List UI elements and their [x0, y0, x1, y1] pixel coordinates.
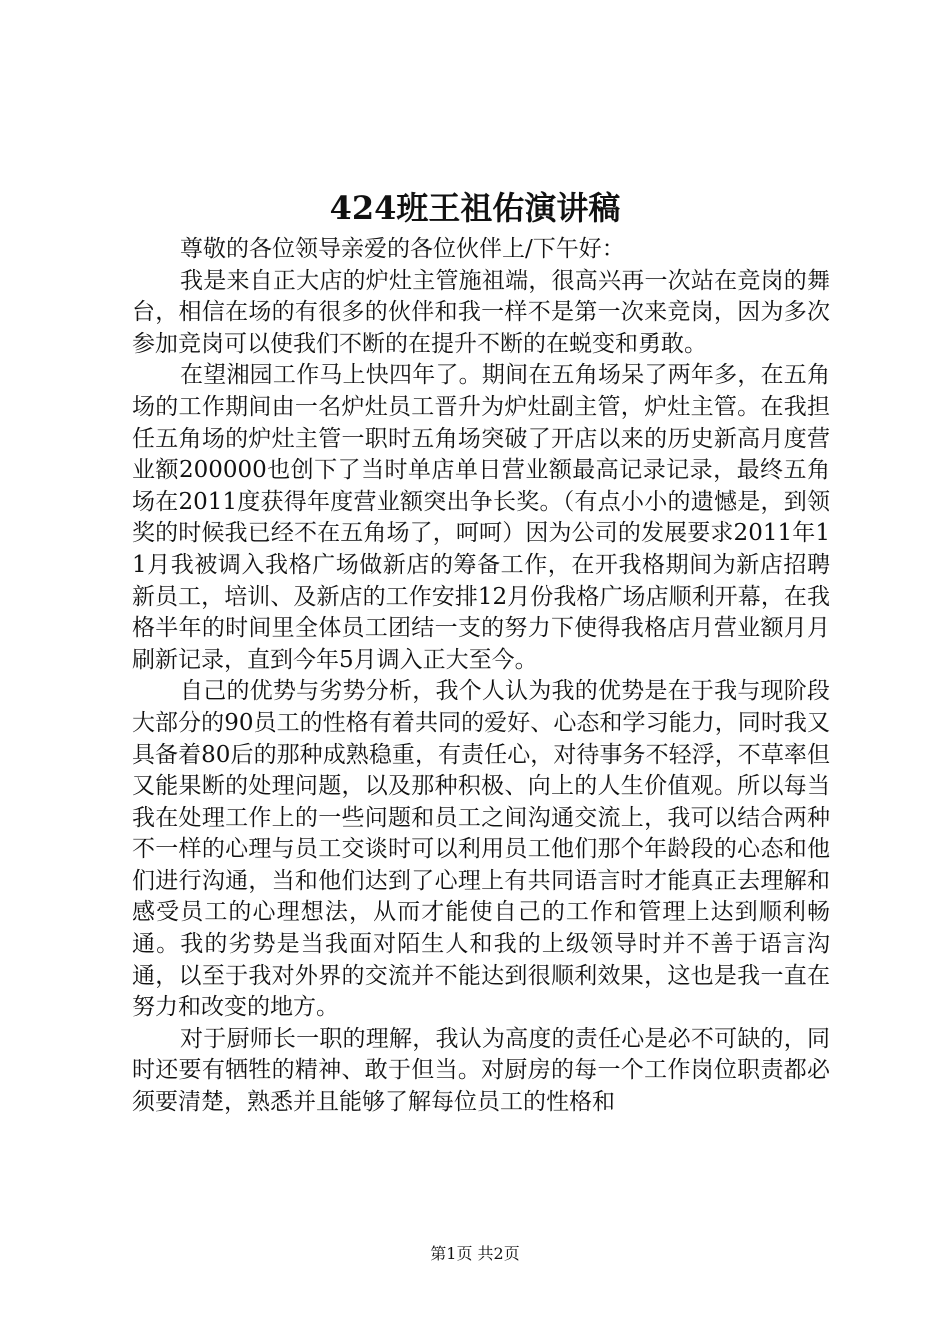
paragraph-role-understanding: 对于厨师长一职的理解，我认为高度的责任心是必不可缺的，同时还要有牺牲的精神、敢于但当。对厨房的每一个工作岗位职责都必须要清楚，熟悉并且能够了解每位员工的性格和 — [132, 1025, 830, 1116]
paragraph-greeting: 尊敬的各位领导亲爱的各位伙伴上/下午好： — [180, 236, 625, 262]
paragraph-introduction: 我是来自正大店的炉灶主管施祖端，很高兴再一次站在竞岗的舞台，相信在场的有很多的伙伴和我一样不是第一次来竞岗，因为多次参加竞岗可以使我们不断的在提升不断的在蜕变和勇敢。 — [132, 267, 830, 357]
paragraph-strengths-weaknesses: 自己的优势与劣势分析，我个人认为我的优势是在于我与现阶段大部分的90员工的性格有着共同的爱好、心态和学习能力，同时我又具备着80后的那种成熟稳重，有责任心，对待事务不轻浮，不草率但又能果断的处理问题，以及那种积极、向上的人生价值观。所以每当我在处理工作上的一些问题和员工之间沟通交流上，我可以结合两种不一样的心理与员工交谈时可以利用员工他们那个年龄段的心态和他们进行沟通，当和他们达到了心理上有共同语言时才能真正去理解和感受员工的心理想法，从而才能使自己的工作和管理上达到顺利畅通。我的劣势是当我面对陌生人和我的上级领导时并不善于语言沟通，以至于我对外界的交流并不能达到很顺利效果，这也是我一直在努力和改变的地方。 — [132, 678, 830, 1021]
document-title: 424班王祖佑演讲稿 — [329, 189, 621, 227]
page-footer: 第1页 共2页 — [430, 1244, 520, 1263]
document-body — [132, 234, 830, 1119]
paragraph-work-history: 在望湘园工作马上快四年了。期间在五角场呆了两年多，在五角场的工作期间由一名炉灶员工晋升为炉灶副主管，炉灶主管。在我担任五角场的炉灶主管一职时五角场突破了开店以来的历史新高月度营业额200000也创下了当时单店单日营业额最高记录记录，最终五角场在2011度获得年度营业额突出争长奖。（有点小小的遗憾是，到领奖的时候我已经不在五角场了，呵呵）因为公司的发展要求2011年11月我被调入我格广场做新店的筹备工作，在开我格期间为新店招聘新员工，培训、及新店的工作安排12月份我格广场店顺利开幕，在我格半年的时间里全体员工团结一支的努力下使得我格店月营业额月月刷新记录，直到今年5月调入正大至今。 — [132, 362, 830, 673]
